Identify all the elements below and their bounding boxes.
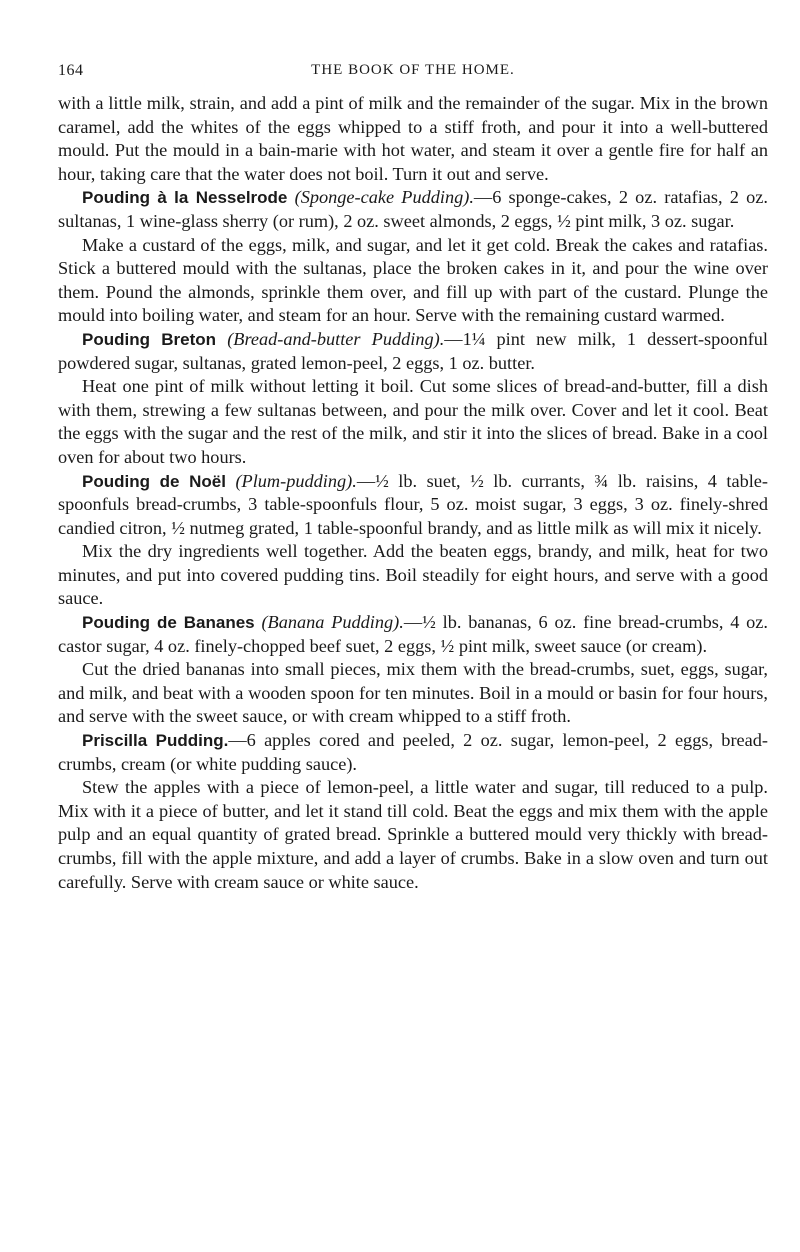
recipe-title: Priscilla Pudding. bbox=[82, 731, 229, 751]
recipe-heading-noel bbox=[58, 470, 768, 541]
recipe-title: Pouding Breton bbox=[82, 329, 217, 349]
recipe-subtitle: (Bread-and-butter Pudding). bbox=[227, 328, 445, 349]
recipe-title: Pouding de Bananes bbox=[82, 613, 255, 633]
recipe-method: Cut the dried bananas into small pieces, mix them with the bread-crumbs, suet, eggs, sugar, and milk, and beat with a wooden spoon for ten minutes. Boil in a mould or basin for four hours, and serve with the sweet sauce, or with cream whipped to a stiff froth. bbox=[58, 659, 768, 727]
intro-continuation: with a little milk, strain, and add a pint of milk and the remainder of the sugar. Mix in the brown caramel, add the whites of the eggs whipped to a stiff froth, and pour it into a well-buttered mould. Put the mould in a bain-marie with hot water, and steam it over a gentle fire for half an hour, taking care that the water does not boil. Turn it out and serve. bbox=[58, 93, 768, 184]
recipe-title: Pouding à la Nesselrode bbox=[82, 188, 288, 208]
recipe-subtitle: (Sponge-cake Pudding). bbox=[294, 187, 474, 208]
body-text bbox=[58, 92, 768, 894]
book-title: THE BOOK OF THE HOME. bbox=[311, 62, 515, 78]
recipe-ingredients: —6 apples cored and peeled, 2 oz. sugar, lemon-peel, 2 eggs, bread-crumbs, cream (or white pudding sauce). bbox=[58, 730, 768, 774]
recipe-ingredients: —½ lb. suet, ½ lb. currants, ¾ lb. raisins, 4 table-spoonfuls bread-crumbs, 3 table-spoonfuls flour, 5 oz. moist sugar, 3 eggs, 3 oz. finely-shred candied citron, ½ nutmeg grated, 1 table-spoonful brandy, and as little milk as will mix it nicely. bbox=[58, 470, 769, 538]
running-head bbox=[58, 62, 768, 82]
recipe-heading-bananes bbox=[58, 611, 768, 658]
recipe-heading-priscilla bbox=[58, 729, 768, 776]
recipe-method: Mix the dry ingredients well together. Add the beaten eggs, brandy, and milk, heat for two minutes, and put into covered pudding tins. Boil steadily for eight hours, and serve with a good sauce. bbox=[58, 541, 768, 609]
recipe-subtitle: (Plum-pudding). bbox=[235, 470, 357, 491]
recipe-method: Heat one pint of milk without letting it boil. Cut some slices of bread-and-butter, fill a dish with them, strewing a few sultanas between, and pour the milk over. Cover and let it cool. Beat the eggs with the sugar and the rest of the milk, and stir it into the slices of bread. Bake in a cool oven for about two hours. bbox=[58, 376, 768, 467]
recipe-heading-breton bbox=[58, 328, 768, 375]
recipe-ingredients: —1¼ pint new milk, 1 dessert-spoonful powdered sugar, sultanas, grated lemon-peel, 2 eggs, 1 oz. butter. bbox=[58, 328, 769, 373]
page-number: 164 bbox=[58, 62, 84, 79]
recipe-method: Stew the apples with a piece of lemon-peel, a little water and sugar, till reduced to a pulp. Mix with it a piece of butter, and let it stand till cold. Beat the eggs and mix them with the apple pulp and an equal quantity of grated bread. Sprinkle a buttered mould very thickly with bread-crumbs, fill with the apple mixture, and add a layer of crumbs. Bake in a slow oven and turn out carefully. Serve with cream sauce or white sauce. bbox=[58, 777, 768, 892]
recipe-ingredients: —6 sponge-cakes, 2 oz. ratafias, 2 oz. sultanas, 1 wine-glass sherry (or rum), 2 oz. sweet almonds, 2 eggs, ½ pint milk, 3 oz. sugar. bbox=[58, 187, 768, 231]
recipe-title: Pouding de Noël bbox=[82, 471, 226, 491]
recipe-heading-nesselrode bbox=[58, 186, 768, 233]
recipe-method: Make a custard of the eggs, milk, and sugar, and let it get cold. Break the cakes and ratafias. Stick a buttered mould with the sultanas, place the broken cakes in it, and pour the wine over them. Pound the almonds, sprinkle them over, and fill up with part of the custard. Plunge the mould into boiling water, and steam for an hour. Serve with the remaining custard warmed. bbox=[58, 234, 768, 326]
recipe-ingredients: —½ lb. bananas, 6 oz. fine bread-crumbs, 4 oz. castor sugar, 4 oz. finely-chopped beef suet, 2 eggs, ½ pint milk, sweet sauce (or cream). bbox=[58, 612, 768, 656]
recipe-subtitle: (Banana Pudding). bbox=[261, 612, 404, 633]
